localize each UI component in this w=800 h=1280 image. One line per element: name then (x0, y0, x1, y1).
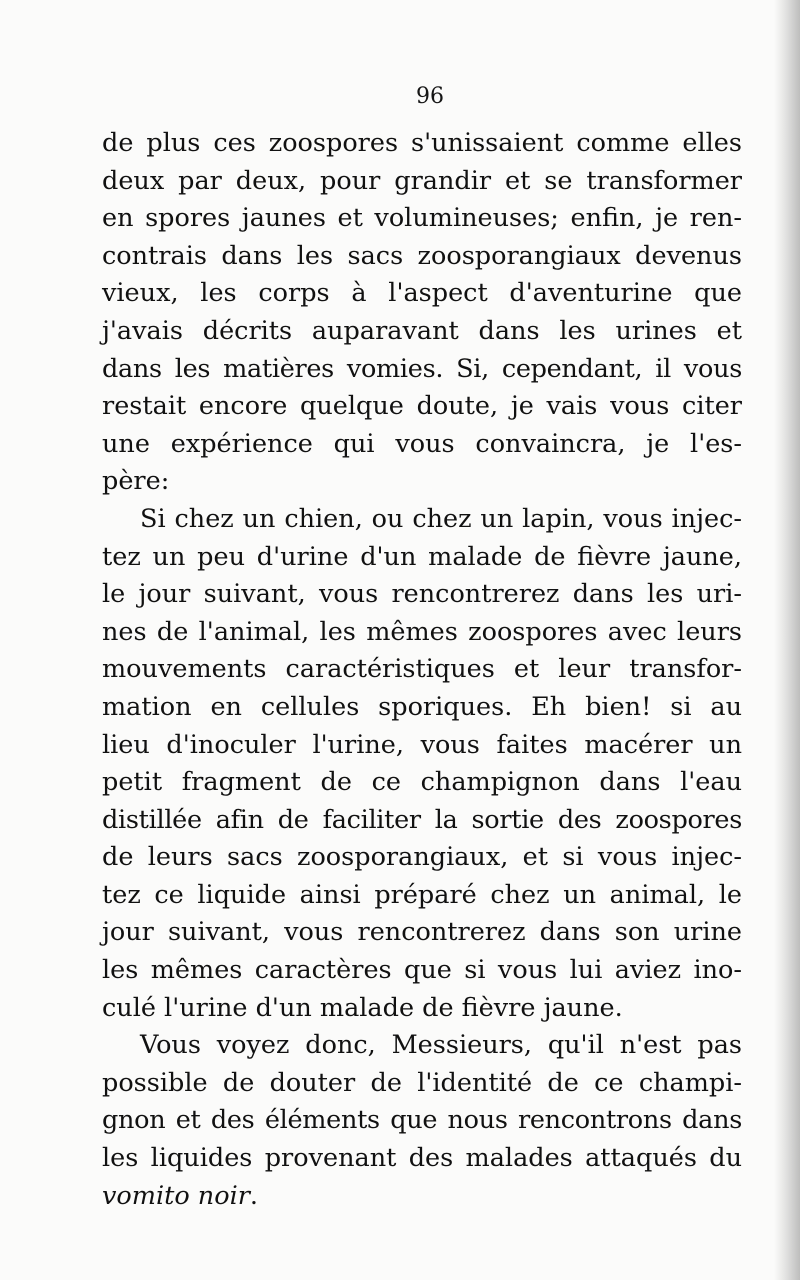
body-text (102, 125, 742, 1215)
text-line: mation en cellules sporiques. Eh bien! si au (102, 691, 742, 722)
text-line: possible de douter de l'identité de ce champi- (102, 1067, 742, 1098)
text-line: contrais dans les sacs zoosporangiaux devenus (102, 240, 742, 271)
page-number: 96 (416, 84, 444, 109)
text-line: nes de l'animal, les mêmes zoospores avec leurs (102, 616, 742, 647)
text-line: gnon et des éléments que nous rencontrons dans (102, 1105, 742, 1136)
final-period: . (249, 1180, 259, 1211)
italic-term: vomito noir (102, 1180, 250, 1211)
text-line: tez un peu d'urine d'un malade de fièvre jaune, (102, 541, 742, 572)
text-line: deux par deux, pour grandir et se transformer (102, 165, 742, 196)
text-line: j'avais décrits auparavant dans les urines et (102, 315, 742, 346)
text-line: lieu d'inoculer l'urine, vous faites macérer un (102, 729, 742, 760)
text-line: vieux, les corps à l'aspect d'aventurine que (102, 278, 742, 309)
text-line: père: (102, 466, 170, 497)
text-line: de plus ces zoospores s'unissaient comme elles (102, 128, 742, 158)
text-line-final (102, 1178, 742, 1216)
text-line: distillée afin de faciliter la sortie des zoospores (102, 804, 742, 835)
text-line: les liquides provenant des malades attaqués du (102, 1143, 742, 1174)
text-line: de leurs sacs zoosporangiaux, et si vous injec- (102, 842, 742, 873)
text-line: restait encore quelque doute, je vais vous citer (102, 391, 742, 422)
text-line: Vous voyez donc, Messieurs, qu'il n'est pas (140, 1030, 742, 1061)
text-line: mouvements caractéristiques et leur transfor- (102, 654, 742, 685)
text-line: dans les matières vomies. Si, cependant, il vous (102, 353, 742, 384)
text-line: une expérience qui vous convaincra, je l'es- (102, 428, 742, 459)
text-line: le jour suivant, vous rencontrerez dans les uri- (102, 579, 742, 610)
text-line: Si chez un chien, ou chez un lapin, vous injec- (140, 503, 742, 534)
text-line: tez ce liquide ainsi préparé chez un animal, le (102, 879, 742, 910)
text-line: en spores jaunes et volumineuses; enfin, je ren- (102, 203, 742, 234)
page-gutter-shadow (774, 0, 800, 1280)
text-line: petit fragment de ce champignon dans l'eau (102, 767, 742, 798)
text-line: jour suivant, vous rencontrerez dans son urine (102, 917, 742, 948)
text-line: les mêmes caractères que si vous lui aviez ino- (102, 955, 742, 986)
text-line: culé l'urine d'un malade de fièvre jaune. (102, 992, 623, 1023)
